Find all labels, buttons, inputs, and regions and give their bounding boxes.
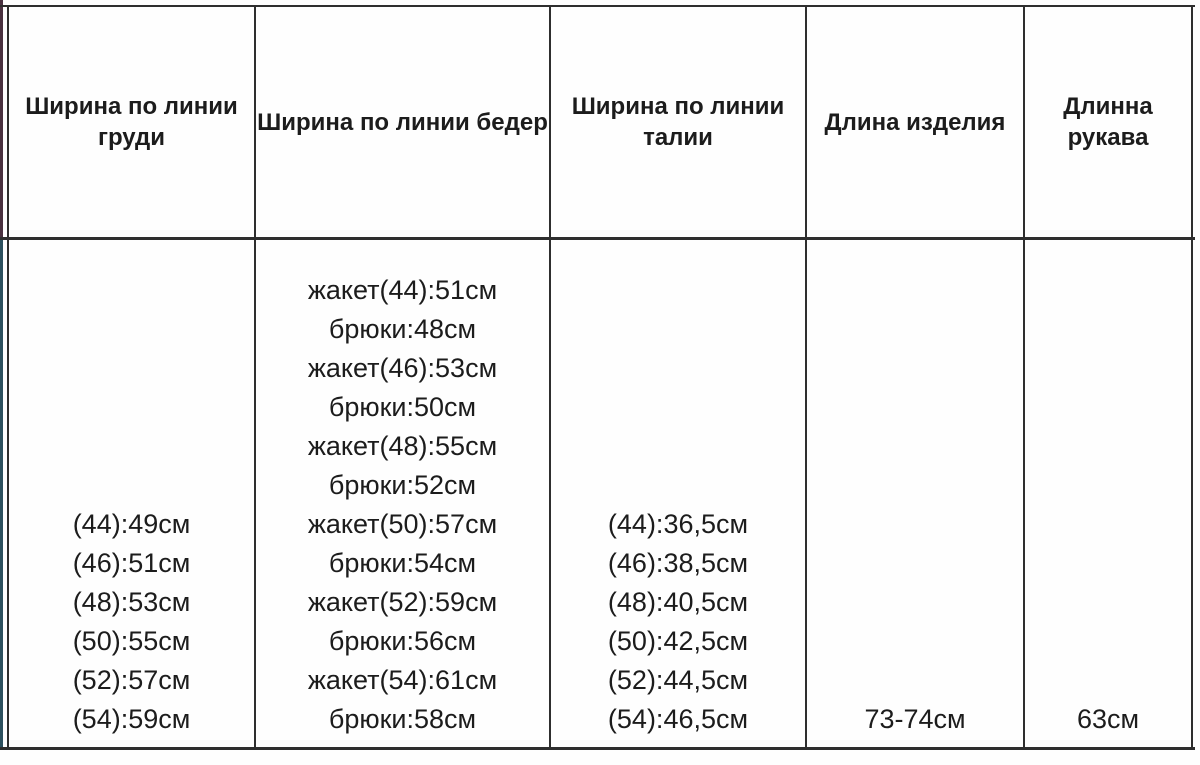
hips-size-line: жакет(46):53см xyxy=(307,353,498,383)
waist-size-line: (50):42,5см xyxy=(607,626,749,656)
waist-size-line: (44):36,5см xyxy=(607,509,749,539)
waist-size-line: (54):46,5см xyxy=(607,704,749,734)
hips-size-line: брюки:48см xyxy=(328,314,477,344)
header-cell-waist-width: Ширина по линии талии xyxy=(571,93,785,151)
hips-size-line: брюки:58см xyxy=(328,704,477,734)
hips-size-line: брюки:50см xyxy=(328,392,477,422)
body-cell-hips-width xyxy=(256,240,549,747)
sleeve-length-value: 63см xyxy=(1076,704,1140,734)
table-bottom-border xyxy=(0,747,1195,750)
waist-size-line: (48):40,5см xyxy=(607,587,749,617)
body-cell-sleeve-length xyxy=(1025,240,1191,747)
hips-size-line: жакет(52):59см xyxy=(307,587,498,617)
body-cell-chest-width xyxy=(9,240,254,747)
hips-size-line: брюки:52см xyxy=(328,470,477,500)
hips-size-line: жакет(48):55см xyxy=(307,431,498,461)
chest-size-line: (52):57см xyxy=(72,665,191,695)
chest-size-line: (46):51см xyxy=(72,548,191,578)
header-cell-item-length: Длина изделия xyxy=(824,108,1006,136)
hips-size-line: брюки:56см xyxy=(328,626,477,656)
waist-size-line: (52):44,5см xyxy=(607,665,749,695)
chest-size-line: (48):53см xyxy=(72,587,191,617)
chest-size-line: (50):55см xyxy=(72,626,191,656)
left-edge-stripe-bottom xyxy=(0,239,3,750)
table-right-border xyxy=(1191,5,1193,748)
header-cell-chest-width: Ширина по линии груди xyxy=(25,93,238,151)
body-cell-waist-width xyxy=(551,240,805,747)
header-cell-sleeve-length: Длинна рукава xyxy=(1063,93,1153,151)
chest-size-line: (54):59см xyxy=(72,704,191,734)
item-length-value: 73-74см xyxy=(864,704,966,734)
hips-size-line: жакет(50):57см xyxy=(307,509,498,539)
hips-size-line: жакет(54):61см xyxy=(307,665,498,695)
header-cell-hips-width: Ширина по линии бедер xyxy=(257,108,548,136)
waist-size-line: (46):38,5см xyxy=(607,548,749,578)
chest-size-line: (44):49см xyxy=(72,509,191,539)
hips-size-line: брюки:54см xyxy=(328,548,477,578)
body-cell-item-length xyxy=(807,240,1023,747)
left-edge-stripe-top xyxy=(0,0,3,239)
hips-size-line: жакет(44):51см xyxy=(307,275,498,305)
